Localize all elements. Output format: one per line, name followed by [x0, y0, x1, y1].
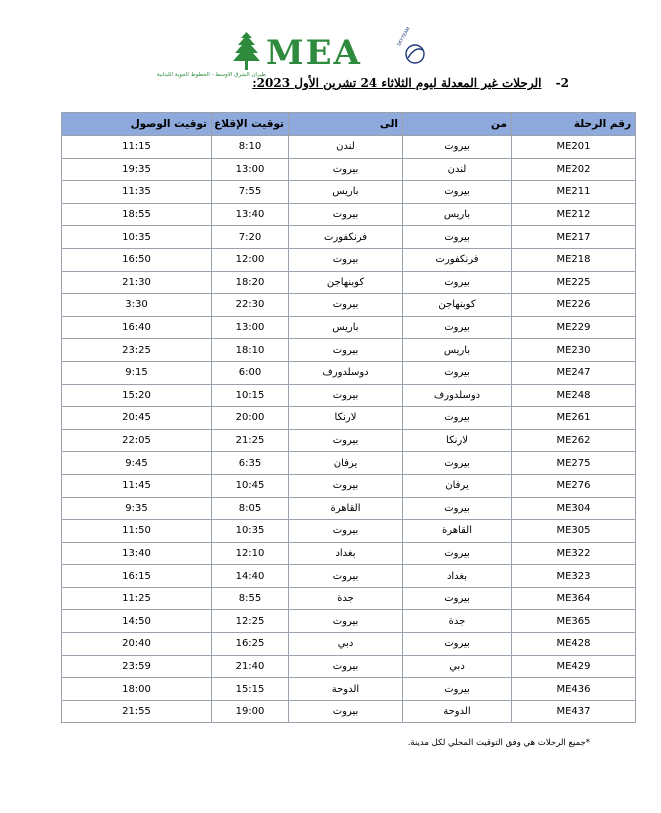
table-row — [62, 633, 636, 656]
logo-subtext: طيران الشرق الاوسط - الخطوط الجوية اللبنانية — [156, 72, 266, 78]
to-city: بيروت — [289, 158, 403, 181]
from-city: بيروت — [403, 542, 512, 565]
from-city: بيروت — [403, 678, 512, 701]
table-row — [62, 610, 636, 633]
flight-number: ME365 — [512, 610, 636, 633]
departure-time: 16:25 — [212, 633, 289, 656]
from-city: يرفان — [403, 474, 512, 497]
to-city: بيروت — [289, 339, 403, 362]
arrival-time: 18:00 — [62, 678, 212, 701]
flight-number: ME201 — [512, 136, 636, 159]
flights-table-body — [62, 136, 636, 723]
departure-time: 13:00 — [212, 316, 289, 339]
from-city: لارنكا — [403, 429, 512, 452]
from-city: بيروت — [403, 361, 512, 384]
arrival-time: 21:30 — [62, 271, 212, 294]
arrival-time: 19:35 — [62, 158, 212, 181]
departure-time: 12:25 — [212, 610, 289, 633]
flight-number: ME211 — [512, 181, 636, 204]
departure-time: 10:35 — [212, 520, 289, 543]
arrival-time: 14:50 — [62, 610, 212, 633]
table-row — [62, 361, 636, 384]
to-city: الدوحة — [289, 678, 403, 701]
to-city: بيروت — [289, 565, 403, 588]
arrival-time: 9:35 — [62, 497, 212, 520]
departure-time: 10:45 — [212, 474, 289, 497]
arrival-time: 11:35 — [62, 181, 212, 204]
departure-time: 18:10 — [212, 339, 289, 362]
arrival-time: 11:50 — [62, 520, 212, 543]
flight-number: ME429 — [512, 655, 636, 678]
flight-number: ME218 — [512, 248, 636, 271]
from-city: دبي — [403, 655, 512, 678]
to-city: لندن — [289, 136, 403, 159]
cedar-icon — [233, 32, 260, 70]
col-header-departure: توقيت الإقلاع — [212, 113, 289, 136]
col-header-flight: رقم الرحلة — [512, 113, 636, 136]
departure-time: 13:00 — [212, 158, 289, 181]
arrival-time: 20:45 — [62, 407, 212, 430]
from-city: بيروت — [403, 271, 512, 294]
table-row — [62, 587, 636, 610]
table-row — [62, 339, 636, 362]
departure-time: 19:00 — [212, 700, 289, 723]
skyteam-text: SKYTEAM — [396, 26, 412, 48]
flight-number: ME436 — [512, 678, 636, 701]
from-city: بيروت — [403, 587, 512, 610]
from-city: دوسلدورف — [403, 384, 512, 407]
col-header-to: الى — [289, 113, 403, 136]
to-city: بيروت — [289, 248, 403, 271]
departure-time: 7:55 — [212, 181, 289, 204]
arrival-time: 9:45 — [62, 452, 212, 475]
departure-time: 8:55 — [212, 587, 289, 610]
arrival-time: 15:20 — [62, 384, 212, 407]
departure-time: 8:05 — [212, 497, 289, 520]
departure-time: 12:00 — [212, 248, 289, 271]
flight-number: ME437 — [512, 700, 636, 723]
flight-number: ME276 — [512, 474, 636, 497]
flight-number: ME247 — [512, 361, 636, 384]
section-heading — [252, 76, 569, 90]
table-row — [62, 248, 636, 271]
departure-time: 7:20 — [212, 226, 289, 249]
from-city: بيروت — [403, 181, 512, 204]
flight-number: ME323 — [512, 565, 636, 588]
flights-table — [61, 112, 636, 723]
from-city: بيروت — [403, 136, 512, 159]
arrival-time: 3:30 — [62, 294, 212, 317]
from-city: بيروت — [403, 497, 512, 520]
arrival-time: 18:55 — [62, 203, 212, 226]
table-row — [62, 294, 636, 317]
to-city: فرنكفورت — [289, 226, 403, 249]
to-city: باريس — [289, 181, 403, 204]
to-city: لارنكا — [289, 407, 403, 430]
table-row — [62, 655, 636, 678]
departure-time: 13:40 — [212, 203, 289, 226]
arrival-time: 16:40 — [62, 316, 212, 339]
to-city: بيروت — [289, 429, 403, 452]
arrival-time: 16:50 — [62, 248, 212, 271]
table-row — [62, 203, 636, 226]
from-city: كوبنهاجن — [403, 294, 512, 317]
departure-time: 21:25 — [212, 429, 289, 452]
flight-number: ME230 — [512, 339, 636, 362]
flight-number: ME275 — [512, 452, 636, 475]
table-row — [62, 226, 636, 249]
departure-time: 20:00 — [212, 407, 289, 430]
from-city: بغداد — [403, 565, 512, 588]
to-city: يرفان — [289, 452, 403, 475]
table-row — [62, 520, 636, 543]
to-city: بيروت — [289, 655, 403, 678]
section-title: الرحلات غير المعدلة ليوم الثلاثاء 24 تشرين الأول 2023: — [252, 76, 542, 90]
arrival-time: 10:35 — [62, 226, 212, 249]
table-row — [62, 497, 636, 520]
departure-time: 12:10 — [212, 542, 289, 565]
from-city: فرنكفورت — [403, 248, 512, 271]
to-city: بيروت — [289, 203, 403, 226]
arrival-time: 11:25 — [62, 587, 212, 610]
from-city: بيروت — [403, 407, 512, 430]
from-city: جدة — [403, 610, 512, 633]
flight-number: ME428 — [512, 633, 636, 656]
departure-time: 21:40 — [212, 655, 289, 678]
arrival-time: 11:15 — [62, 136, 212, 159]
flight-number: ME225 — [512, 271, 636, 294]
to-city: بغداد — [289, 542, 403, 565]
from-city: بيروت — [403, 316, 512, 339]
table-row — [62, 542, 636, 565]
flight-number: ME212 — [512, 203, 636, 226]
flight-number: ME229 — [512, 316, 636, 339]
table-row — [62, 474, 636, 497]
arrival-time: 11:45 — [62, 474, 212, 497]
section-number: 2- — [555, 76, 569, 90]
table-row — [62, 407, 636, 430]
from-city: بيروت — [403, 452, 512, 475]
table-row — [62, 700, 636, 723]
flight-number: ME248 — [512, 384, 636, 407]
to-city: القاهرة — [289, 497, 403, 520]
table-row — [62, 316, 636, 339]
arrival-time: 23:25 — [62, 339, 212, 362]
arrival-time: 20:40 — [62, 633, 212, 656]
departure-time: 6:35 — [212, 452, 289, 475]
to-city: جدة — [289, 587, 403, 610]
from-city: باريس — [403, 203, 512, 226]
to-city: دوسلدورف — [289, 361, 403, 384]
departure-time: 8:10 — [212, 136, 289, 159]
departure-time: 14:40 — [212, 565, 289, 588]
to-city: كوبنهاجن — [289, 271, 403, 294]
table-row — [62, 181, 636, 204]
to-city: بيروت — [289, 474, 403, 497]
col-header-arrival: توقيت الوصول — [62, 113, 212, 136]
to-city: بيروت — [289, 384, 403, 407]
from-city: الدوحة — [403, 700, 512, 723]
departure-time: 6:00 — [212, 361, 289, 384]
table-row — [62, 271, 636, 294]
table-row — [62, 158, 636, 181]
flight-number: ME261 — [512, 407, 636, 430]
table-row — [62, 452, 636, 475]
flight-number: ME304 — [512, 497, 636, 520]
departure-time: 10:15 — [212, 384, 289, 407]
arrival-time: 13:40 — [62, 542, 212, 565]
to-city: بيروت — [289, 610, 403, 633]
col-header-from: من — [403, 113, 512, 136]
flight-number: ME305 — [512, 520, 636, 543]
flight-number: ME202 — [512, 158, 636, 181]
arrival-time: 21:55 — [62, 700, 212, 723]
table-row — [62, 565, 636, 588]
table-row — [62, 384, 636, 407]
departure-time: 15:15 — [212, 678, 289, 701]
from-city: بيروت — [403, 226, 512, 249]
departure-time: 18:20 — [212, 271, 289, 294]
from-city: لندن — [403, 158, 512, 181]
table-header-row — [62, 113, 636, 136]
flight-number: ME262 — [512, 429, 636, 452]
arrival-time: 9:15 — [62, 361, 212, 384]
arrival-time: 22:05 — [62, 429, 212, 452]
footnote: *جميع الرحلات هي وفق التوقيت المحلي لكل مدينة. — [407, 738, 590, 748]
from-city: القاهرة — [403, 520, 512, 543]
to-city: بيروت — [289, 520, 403, 543]
departure-time: 22:30 — [212, 294, 289, 317]
skyteam-icon — [396, 26, 424, 63]
table-row — [62, 429, 636, 452]
flight-number: ME364 — [512, 587, 636, 610]
to-city: بيروت — [289, 294, 403, 317]
from-city: باريس — [403, 339, 512, 362]
arrival-time: 16:15 — [62, 565, 212, 588]
flight-number: ME322 — [512, 542, 636, 565]
table-row — [62, 678, 636, 701]
logo-text: MEA — [266, 33, 362, 73]
to-city: بيروت — [289, 700, 403, 723]
to-city: باريس — [289, 316, 403, 339]
from-city: بيروت — [403, 633, 512, 656]
table-row — [62, 136, 636, 159]
flight-number: ME226 — [512, 294, 636, 317]
to-city: دبي — [289, 633, 403, 656]
arrival-time: 23:59 — [62, 655, 212, 678]
flight-number: ME217 — [512, 226, 636, 249]
